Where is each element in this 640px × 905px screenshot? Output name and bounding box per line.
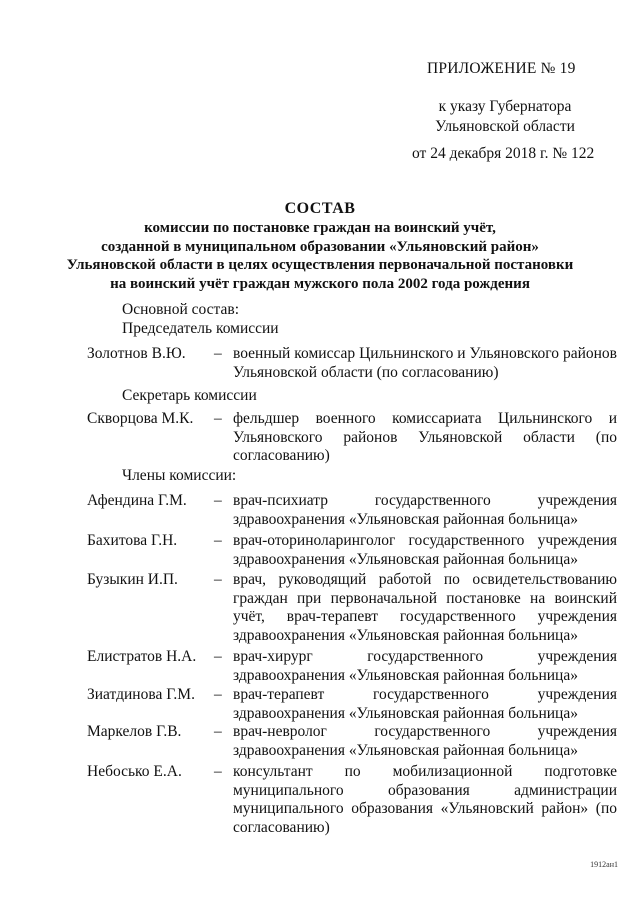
dash: – <box>214 345 222 362</box>
dash: – <box>214 648 222 665</box>
document-title <box>60 199 580 293</box>
dash: – <box>214 686 222 703</box>
member-position: военный комиссар Цильнинского и Ульяновского районов Ульяновской области (по согласованию) <box>233 345 617 381</box>
dash: – <box>214 571 222 588</box>
member-position: консультант по мобилизационной подготовке муниципального образования администрации муниципального образования «Ульяновский район» (по согласованию) <box>233 763 617 836</box>
member-position: фельдшер военного комиссариата Цильнинского и Ульяновского районов Ульяновской области (по согласованию) <box>233 410 617 464</box>
dash: – <box>214 763 222 780</box>
dash: – <box>214 410 222 427</box>
members-label: Члены комиссии: <box>122 467 237 484</box>
member-position: врач-психиатр государственного учреждения здравоохранения «Ульяновская районная больница» <box>233 492 617 528</box>
document-code: 1912ан1 <box>590 860 618 869</box>
member-position: врач-хирург государственного учреждения здравоохранения «Ульяновская районная больница» <box>233 648 617 684</box>
dash: – <box>214 492 222 509</box>
member-name: Небосько Е.А. <box>87 763 182 780</box>
member-name: Бахитова Г.Н. <box>87 532 178 549</box>
title-line-1: комиссии по постановке граждан на воинский учёт, <box>144 220 496 236</box>
chairman-label: Председатель комиссии <box>122 320 279 337</box>
decree-reference-line1: к указу Губернатора <box>438 98 572 115</box>
member-name: Афендина Г.М. <box>87 492 187 509</box>
main-composition-label: Основной состав: <box>122 301 240 318</box>
decree-reference <box>430 97 580 137</box>
title-line-4: на воинский учёт граждан мужского пола 2002 года рождения <box>110 275 530 292</box>
title-line-3: Ульяновской области в целях осуществления первоначальной постановки <box>66 257 574 273</box>
decree-reference-line2: Ульяновской области <box>435 118 575 135</box>
secretary-label: Секретарь комиссии <box>122 387 257 404</box>
member-position: врач-оториноларинголог государственного учреждения здравоохранения «Ульяновская районная больница» <box>233 532 617 568</box>
title-main: СОСТАВ <box>284 200 356 217</box>
title-line-2: созданной в муниципальном образовании «Ульяновский район» <box>101 238 539 255</box>
dash: – <box>214 532 222 549</box>
member-name: Маркелов Г.В. <box>87 723 182 740</box>
member-name: Зиатдинова Г.М. <box>87 686 195 703</box>
member-name: Елистратов Н.А. <box>87 648 197 665</box>
decree-date: от 24 декабря 2018 г. № 122 <box>412 145 595 162</box>
member-name: Бузыкин И.П. <box>87 571 178 588</box>
member-name: Золотнов В.Ю. <box>87 345 186 362</box>
dash: – <box>214 723 222 740</box>
member-position: врач-терапевт государственного учреждения здравоохранения «Ульяновская районная больница» <box>233 686 617 722</box>
member-position: врач, руководящий работой по освидетельствованию граждан при первоначальной постановке на воинский учёт, врач-терапевт государственного учреждения здравоохранения «Ульяновская районная больница» <box>233 571 617 644</box>
member-position: врач-невролог государственного учреждения здравоохранения «Ульяновская районная больница» <box>233 723 617 759</box>
annex-number: ПРИЛОЖЕНИЕ № 19 <box>427 60 576 77</box>
member-name: Скворцова М.К. <box>87 410 194 427</box>
